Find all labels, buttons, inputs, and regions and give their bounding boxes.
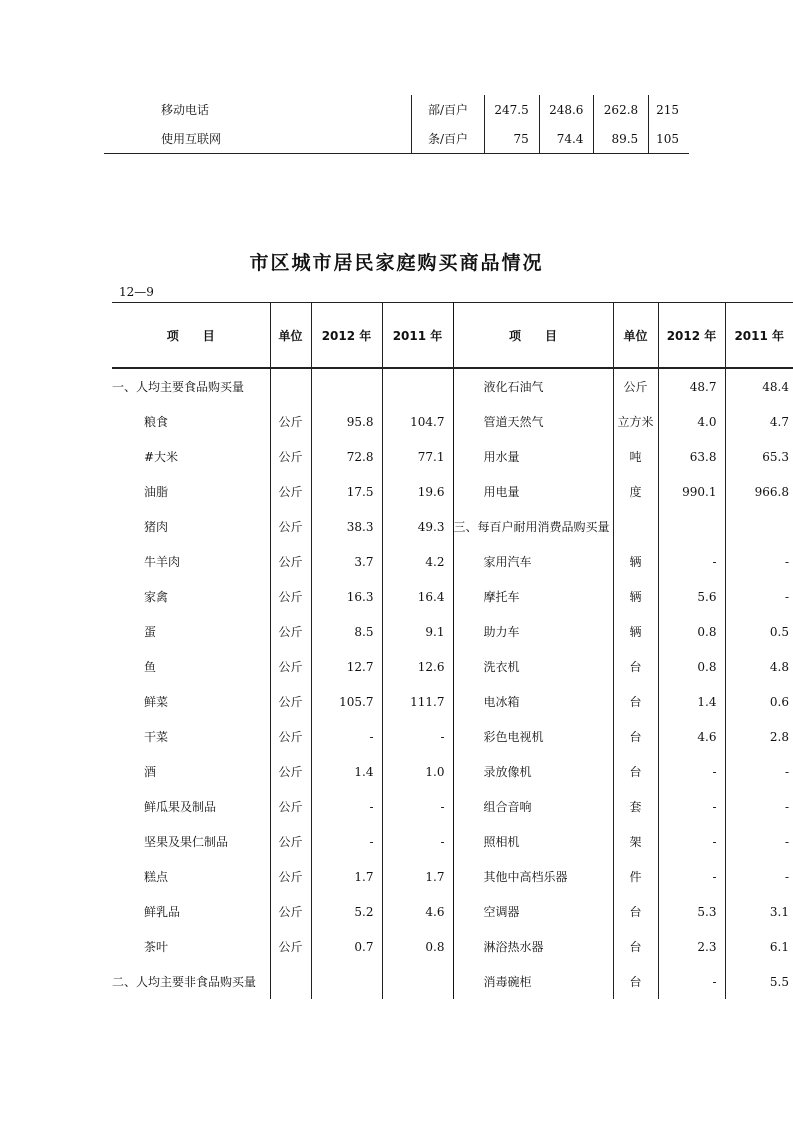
- left-item-unit: 公斤: [270, 684, 311, 719]
- right-value-2011: 4.7: [769, 414, 789, 429]
- right-value-2011: 5.5: [769, 974, 789, 989]
- right-value-2011: 4.8: [769, 659, 789, 674]
- right-value-2011: -: [784, 554, 789, 569]
- left-value-2011: 104.7: [382, 404, 453, 439]
- row-value: 248.6: [539, 95, 594, 124]
- left-value-2012: 105.7: [311, 684, 382, 719]
- left-item-name: 油脂: [112, 474, 270, 509]
- right-value-2012: [658, 509, 725, 544]
- row-name: 使用互联网: [104, 124, 412, 154]
- table-row: [112, 509, 793, 544]
- right-value-2011: -: [784, 834, 789, 849]
- right-value-2012: 63.8: [658, 439, 725, 474]
- right-value-2012: 4.6: [658, 719, 725, 754]
- left-item-unit: [270, 368, 311, 404]
- left-value-2011: 9.1: [382, 614, 453, 649]
- right-value-2012: -: [658, 789, 725, 824]
- right-item-name: 空调器: [453, 894, 613, 929]
- left-value-2011: 4.6: [382, 894, 453, 929]
- right-value-2012: 5.3: [658, 894, 725, 929]
- right-value-2011: 48.4: [762, 379, 789, 394]
- left-item-name: 茶叶: [112, 929, 270, 964]
- left-item-unit: 公斤: [270, 859, 311, 894]
- right-value-2011: -: [784, 764, 789, 779]
- table-row: [112, 684, 793, 719]
- right-value-2011: 3.1: [769, 904, 789, 919]
- left-value-2012: 38.3: [311, 509, 382, 544]
- right-item-name: 用电量: [453, 474, 613, 509]
- left-item-name: 猪肉: [112, 509, 270, 544]
- left-item-unit: 公斤: [270, 614, 311, 649]
- right-value-2012: 2.3: [658, 929, 725, 964]
- left-item-name: #大米: [112, 439, 270, 474]
- left-item-name: 糕点: [112, 859, 270, 894]
- right-item-unit: 台: [613, 719, 658, 754]
- left-value-2011: 4.2: [382, 544, 453, 579]
- purchase-table: [112, 302, 793, 999]
- table-row: [104, 95, 689, 124]
- right-item-name: 摩托车: [453, 579, 613, 614]
- left-value-2011: 111.7: [382, 684, 453, 719]
- left-value-2012: [311, 368, 382, 404]
- row-value: 215: [656, 102, 679, 117]
- table-row: [112, 368, 793, 404]
- left-value-2011: 1.7: [382, 859, 453, 894]
- right-value-2012: 0.8: [658, 649, 725, 684]
- left-value-2011: [382, 964, 453, 999]
- table-row: [112, 894, 793, 929]
- left-value-2012: [311, 964, 382, 999]
- right-value-2011: -: [784, 799, 789, 814]
- left-value-2012: 0.7: [311, 929, 382, 964]
- left-item-unit: 公斤: [270, 789, 311, 824]
- left-value-2012: 1.7: [311, 859, 382, 894]
- table-row: [112, 824, 793, 859]
- left-value-2011: 19.6: [382, 474, 453, 509]
- right-item-unit: 台: [613, 929, 658, 964]
- previous-table-tail: [104, 95, 689, 154]
- left-item-name: 牛羊肉: [112, 544, 270, 579]
- row-name: 移动电话: [161, 103, 210, 117]
- left-item-unit: 公斤: [270, 894, 311, 929]
- left-value-2011: -: [382, 824, 453, 859]
- left-item-unit: 公斤: [270, 474, 311, 509]
- left-item-unit: 公斤: [270, 929, 311, 964]
- left-value-2012: -: [311, 789, 382, 824]
- right-value-2012: -: [658, 824, 725, 859]
- right-item-unit: 台: [613, 649, 658, 684]
- header-item-left: 项 目: [112, 303, 270, 369]
- right-value-2011: 0.6: [769, 694, 789, 709]
- right-item-unit: 立方米: [613, 404, 658, 439]
- right-item-name: 录放像机: [453, 754, 613, 789]
- right-item-unit: 架: [613, 824, 658, 859]
- right-item-name: 管道天然气: [453, 404, 613, 439]
- right-item-name: 用水量: [453, 439, 613, 474]
- left-item-unit: 公斤: [270, 754, 311, 789]
- right-value-2011: -: [784, 869, 789, 884]
- right-item-name: 淋浴热水器: [453, 929, 613, 964]
- right-value-2012: -: [658, 544, 725, 579]
- row-unit: 条/百户: [412, 124, 485, 154]
- table-row: [112, 964, 793, 999]
- right-value-2011: 2.8: [769, 729, 789, 744]
- left-item-name: 二、人均主要非食品购买量: [112, 964, 270, 999]
- table-row: [112, 859, 793, 894]
- left-value-2011: 0.8: [382, 929, 453, 964]
- right-value-2011: -: [784, 589, 789, 604]
- row-unit: 部/百户: [412, 95, 485, 124]
- right-item-unit: 辆: [613, 579, 658, 614]
- left-value-2012: 95.8: [311, 404, 382, 439]
- left-value-2012: -: [311, 719, 382, 754]
- table-row: [112, 404, 793, 439]
- left-item-name: 坚果及果仁制品: [112, 824, 270, 859]
- row-value: 105: [649, 124, 689, 154]
- row-value: 74.4: [539, 124, 594, 154]
- right-item-unit: 套: [613, 789, 658, 824]
- right-item-name: 液化石油气: [453, 368, 613, 404]
- left-value-2011: 12.6: [382, 649, 453, 684]
- left-item-unit: 公斤: [270, 509, 311, 544]
- header-2011-right: 2011 年: [725, 303, 793, 369]
- header-2012-right: 2012 年: [658, 303, 725, 369]
- left-item-name: 干菜: [112, 719, 270, 754]
- right-value-2011: 6.1: [769, 939, 789, 954]
- left-item-unit: 公斤: [270, 404, 311, 439]
- header-item-right: 项 目: [453, 303, 613, 369]
- right-item-unit: 台: [613, 754, 658, 789]
- left-value-2011: 49.3: [382, 509, 453, 544]
- right-item-unit: [613, 509, 658, 544]
- left-value-2012: 17.5: [311, 474, 382, 509]
- right-item-name: 彩色电视机: [453, 719, 613, 754]
- left-item-name: 酒: [112, 754, 270, 789]
- right-item-name: 其他中高档乐器: [453, 859, 613, 894]
- table-code: 12—9: [119, 285, 154, 299]
- row-value: 247.5: [485, 95, 540, 124]
- left-item-name: 鲜瓜果及制品: [112, 789, 270, 824]
- left-item-unit: 公斤: [270, 824, 311, 859]
- right-item-unit: 公斤: [613, 368, 658, 404]
- left-value-2011: -: [382, 719, 453, 754]
- row-value: 262.8: [594, 95, 649, 124]
- right-item-unit: 辆: [613, 544, 658, 579]
- right-item-name: 消毒碗柜: [453, 964, 613, 999]
- table-row: [112, 474, 793, 509]
- table-row: [112, 754, 793, 789]
- table-row: [112, 719, 793, 754]
- right-item-name: 三、每百户耐用消费品购买量: [453, 509, 613, 544]
- table-row: [112, 579, 793, 614]
- left-value-2011: 16.4: [382, 579, 453, 614]
- header-2011-left: 2011 年: [382, 303, 453, 369]
- table-row: [104, 124, 689, 154]
- table-row: [112, 614, 793, 649]
- header-2012-left: 2012 年: [311, 303, 382, 369]
- right-item-unit: 吨: [613, 439, 658, 474]
- left-value-2012: 5.2: [311, 894, 382, 929]
- left-item-name: 鲜菜: [112, 684, 270, 719]
- right-value-2012: 5.6: [658, 579, 725, 614]
- right-item-name: 电冰箱: [453, 684, 613, 719]
- left-item-unit: 公斤: [270, 719, 311, 754]
- left-value-2012: 12.7: [311, 649, 382, 684]
- right-item-name: 组合音响: [453, 789, 613, 824]
- left-item-unit: 公斤: [270, 544, 311, 579]
- page-title: 市区城市居民家庭购买商品情况: [249, 252, 544, 274]
- right-item-unit: 件: [613, 859, 658, 894]
- right-item-unit: 台: [613, 894, 658, 929]
- right-item-name: 助力车: [453, 614, 613, 649]
- left-value-2012: 3.7: [311, 544, 382, 579]
- left-item-unit: 公斤: [270, 579, 311, 614]
- right-value-2012: 0.8: [658, 614, 725, 649]
- left-item-unit: 公斤: [270, 649, 311, 684]
- header-unit-left: 单位: [270, 303, 311, 369]
- left-value-2012: 1.4: [311, 754, 382, 789]
- right-value-2011: 0.5: [769, 624, 789, 639]
- header-row: [112, 303, 793, 369]
- left-value-2011: [382, 368, 453, 404]
- right-item-unit: 度: [613, 474, 658, 509]
- table-row: [112, 439, 793, 474]
- left-item-name: 家禽: [112, 579, 270, 614]
- right-item-unit: 台: [613, 684, 658, 719]
- table-row: [112, 789, 793, 824]
- right-value-2012: -: [658, 859, 725, 894]
- table-row: [112, 544, 793, 579]
- right-value-2012: -: [658, 754, 725, 789]
- row-value: 89.5: [594, 124, 649, 154]
- right-value-2012: 1.4: [658, 684, 725, 719]
- left-item-unit: 公斤: [270, 439, 311, 474]
- left-item-name: 鱼: [112, 649, 270, 684]
- left-value-2012: 8.5: [311, 614, 382, 649]
- left-item-name: 粮食: [112, 404, 270, 439]
- left-item-name: 蛋: [112, 614, 270, 649]
- right-value-2011: [725, 509, 793, 544]
- right-item-unit: 台: [613, 964, 658, 999]
- right-value-2012: 4.0: [658, 404, 725, 439]
- table-row: [112, 929, 793, 964]
- right-value-2011: 65.3: [762, 449, 789, 464]
- row-value: 75: [485, 124, 540, 154]
- left-value-2012: 16.3: [311, 579, 382, 614]
- left-item-unit: [270, 964, 311, 999]
- left-value-2011: -: [382, 789, 453, 824]
- left-value-2011: 77.1: [382, 439, 453, 474]
- right-value-2012: 990.1: [658, 474, 725, 509]
- header-unit-right: 单位: [613, 303, 658, 369]
- left-item-name: 鲜乳品: [112, 894, 270, 929]
- right-item-unit: 辆: [613, 614, 658, 649]
- right-item-name: 照相机: [453, 824, 613, 859]
- right-value-2012: 48.7: [658, 368, 725, 404]
- right-value-2011: 966.8: [754, 484, 789, 499]
- right-item-name: 家用汽车: [453, 544, 613, 579]
- right-value-2012: -: [658, 964, 725, 999]
- left-item-name: 一、人均主要食品购买量: [112, 368, 270, 404]
- left-value-2012: -: [311, 824, 382, 859]
- table-row: [112, 649, 793, 684]
- left-value-2011: 1.0: [382, 754, 453, 789]
- left-value-2012: 72.8: [311, 439, 382, 474]
- right-item-name: 洗衣机: [453, 649, 613, 684]
